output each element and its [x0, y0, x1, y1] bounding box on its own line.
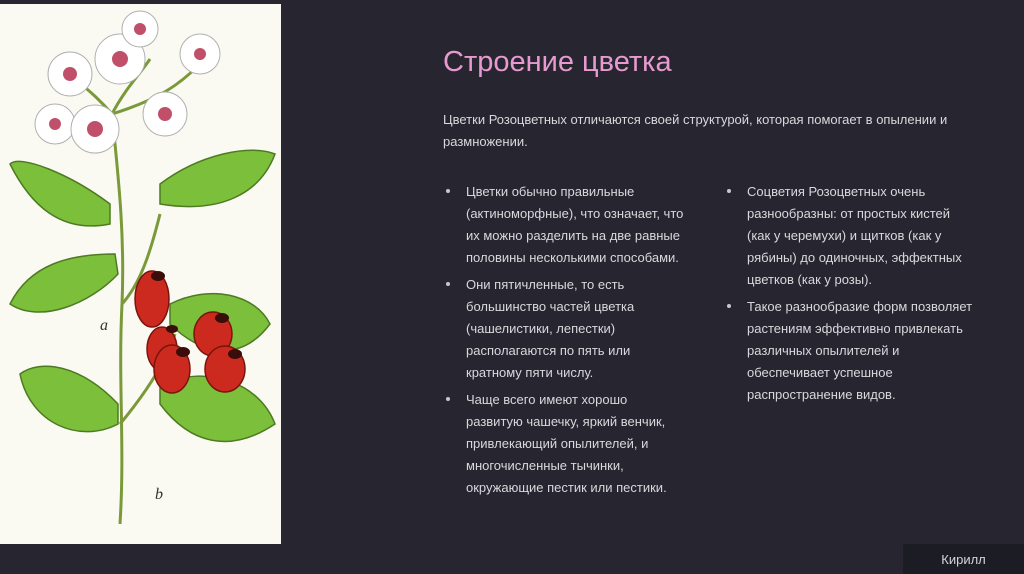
- bullet-text: Такое разнообразие форм позволяет растениям эффективно привлекать различных опылителей и обеспечивает успешное распространение видов.: [747, 299, 973, 402]
- label-b: b: [155, 486, 163, 503]
- bullet-dot-icon: [446, 282, 450, 286]
- hawthorn-illustration: [0, 4, 281, 544]
- bullet-dot-icon: [727, 189, 731, 193]
- hawthorn-drawing: [0, 4, 281, 544]
- bullet-dot-icon: [446, 397, 450, 401]
- label-a: a: [100, 317, 108, 334]
- right-bullet-list: [724, 181, 974, 411]
- bullet-item: [443, 389, 685, 499]
- bullet-item: [443, 181, 685, 269]
- bullet-item: [724, 296, 974, 406]
- bullet-text: Цветки обычно правильные (актиноморфные), что означает, что их можно разделить на две равные половины несколькими способами.: [466, 184, 684, 265]
- bullet-dot-icon: [727, 304, 731, 308]
- bullet-text: Они пятичленные, то есть большинство частей цветка (чашелистики, лепестки) располагаются по пять или кратному пяти числу.: [466, 277, 635, 380]
- intro-text: Цветки Розоцветных отличаются своей структурой, которая помогает в опылении и размножении.: [443, 112, 948, 149]
- bullet-item: [443, 274, 685, 384]
- slide-title: Строение цветка: [443, 46, 672, 78]
- author-name: Кирилл: [941, 551, 986, 567]
- bullet-text: Чаще всего имеют хорошо развитую чашечку, яркий венчик, привлекающий опылителей, и многочисленные тычинки, окружающие пестик или пестики.: [466, 392, 667, 495]
- left-bullet-list: [443, 181, 685, 504]
- bullet-item: [724, 181, 974, 291]
- author-badge: [903, 544, 1024, 574]
- bullet-dot-icon: [446, 189, 450, 193]
- bullet-text: Соцветия Розоцветных очень разнообразны: от простых кистей (как у черемухи) и щитков (как у рябины) до одиночных, эффектных цветков (как у розы).: [747, 184, 962, 287]
